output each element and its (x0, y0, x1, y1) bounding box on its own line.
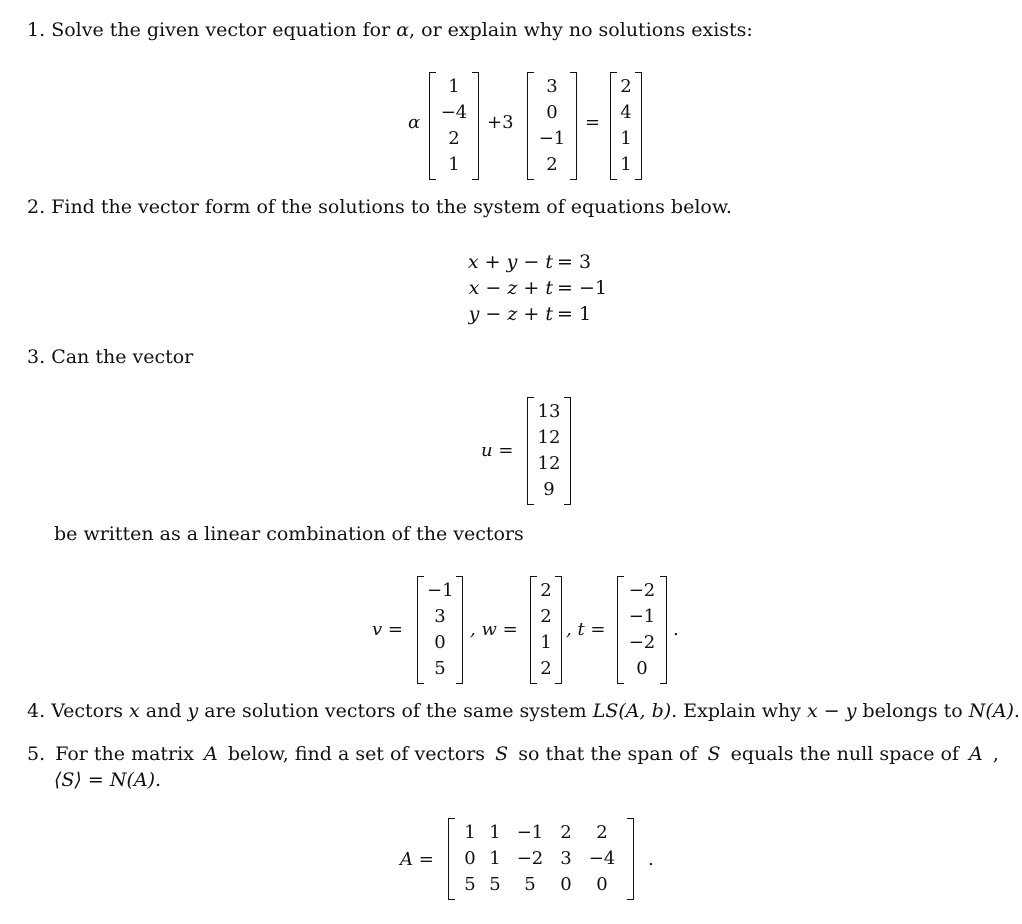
t-label: , t = (566, 619, 606, 640)
matrix-entry: 3 (560, 848, 572, 869)
vector-entry: 1 (448, 76, 460, 97)
matrix-entry: 1 (489, 848, 501, 869)
matrix-period: . (648, 849, 654, 870)
vector-entry: 1 (620, 154, 632, 175)
v-label: v = (372, 619, 403, 640)
matrix-entry: −1 (516, 822, 544, 843)
w-label: , w = (470, 619, 518, 640)
matrix-entry: 5 (489, 874, 501, 895)
vector-entry: 2 (620, 76, 632, 97)
vector-t (617, 576, 667, 684)
vector-entry: −1 (427, 580, 454, 601)
vector-w (530, 576, 562, 684)
alpha-coefficient: α (408, 112, 421, 133)
vector-v (417, 576, 463, 684)
vector-entry: 1 (540, 632, 552, 653)
equals-sign: = (585, 112, 601, 133)
vector-entry: 0 (546, 102, 558, 123)
problem-3-continuation: be written as a linear combination of the vectors (54, 523, 524, 545)
vector-entry: 1 (620, 128, 632, 149)
vector-entry: 3 (434, 606, 446, 627)
plus-three: +3 (487, 112, 514, 133)
problem-1-statement: 1. Solve the given vector equation for α, or explain why no solutions exists: (27, 19, 753, 41)
vector-entry: 1 (448, 154, 460, 175)
matrix-entry: 5 (464, 874, 476, 895)
vector-entry: 2 (540, 658, 552, 679)
vector-entry: −1 (538, 128, 566, 149)
problem-3-statement: 3. Can the vector (27, 346, 194, 368)
matrix-entry: 2 (560, 822, 572, 843)
matrix-entry: 2 (596, 822, 608, 843)
vector-entry: 0 (636, 658, 648, 679)
matrix-entry: 0 (596, 874, 608, 895)
matrix-entry: 1 (464, 822, 476, 843)
vector-entry: −1 (628, 606, 656, 627)
vector-1 (429, 72, 479, 180)
problem-2-number: 2. (27, 196, 46, 218)
vector-entry: 3 (546, 76, 558, 97)
problem-1-number: 1. (27, 19, 46, 41)
matrix-entry: 0 (560, 874, 572, 895)
matrix-entry: −4 (588, 848, 616, 869)
equation-row: x + y − t = 3 (467, 251, 592, 273)
vectors-period: . (673, 619, 679, 640)
vector-2 (527, 72, 577, 180)
problem-4-statement: 4. Vectors x and y are solution vectors of the same system LS(A, b). Explain why x − y belongs to N(A). (27, 700, 1020, 722)
vector-entry: 12 (537, 453, 561, 474)
matrix-a-label: A = (400, 849, 434, 870)
vector-entry: 2 (540, 606, 552, 627)
vector-entry: 2 (540, 580, 552, 601)
vector-u (527, 397, 571, 505)
vector-entry: 2 (546, 154, 558, 175)
equation-row: x − z + t = −1 (468, 277, 607, 299)
matrix-entry: −2 (516, 848, 544, 869)
u-label: u = (481, 440, 514, 461)
problem-5-statement: 5. For the matrix A below, find a set of vectors S so that the span of S equals the null space of A , (27, 743, 999, 765)
matrix-entry: 1 (489, 822, 501, 843)
vector-entry: 13 (537, 401, 561, 422)
equation-system (455, 249, 607, 327)
vector-entry: −4 (440, 102, 468, 123)
vector-entry: 4 (620, 102, 632, 123)
problem-5-condition: ⟨S⟩ = N(A). (54, 769, 162, 791)
matrix-entry: 0 (464, 848, 476, 869)
vector-3 (610, 72, 642, 180)
matrix-a (448, 818, 634, 900)
vector-entry: 12 (537, 427, 561, 448)
vector-entry: −2 (628, 632, 656, 653)
problem-3-number: 3. (27, 346, 46, 368)
vector-entry: 5 (434, 658, 446, 679)
vector-entry: 2 (448, 128, 460, 149)
problem-5-number: 5. (27, 743, 46, 765)
problem-4-number: 4. (27, 700, 46, 722)
problem-2-statement: 2. Find the vector form of the solutions to the system of equations below. (27, 196, 732, 218)
matrix-entry: 5 (524, 874, 536, 895)
vector-entry: 0 (434, 632, 446, 653)
equation-row: y − z + t = 1 (468, 303, 592, 325)
vector-entry: 9 (543, 479, 555, 500)
vector-entry: −2 (628, 580, 656, 601)
